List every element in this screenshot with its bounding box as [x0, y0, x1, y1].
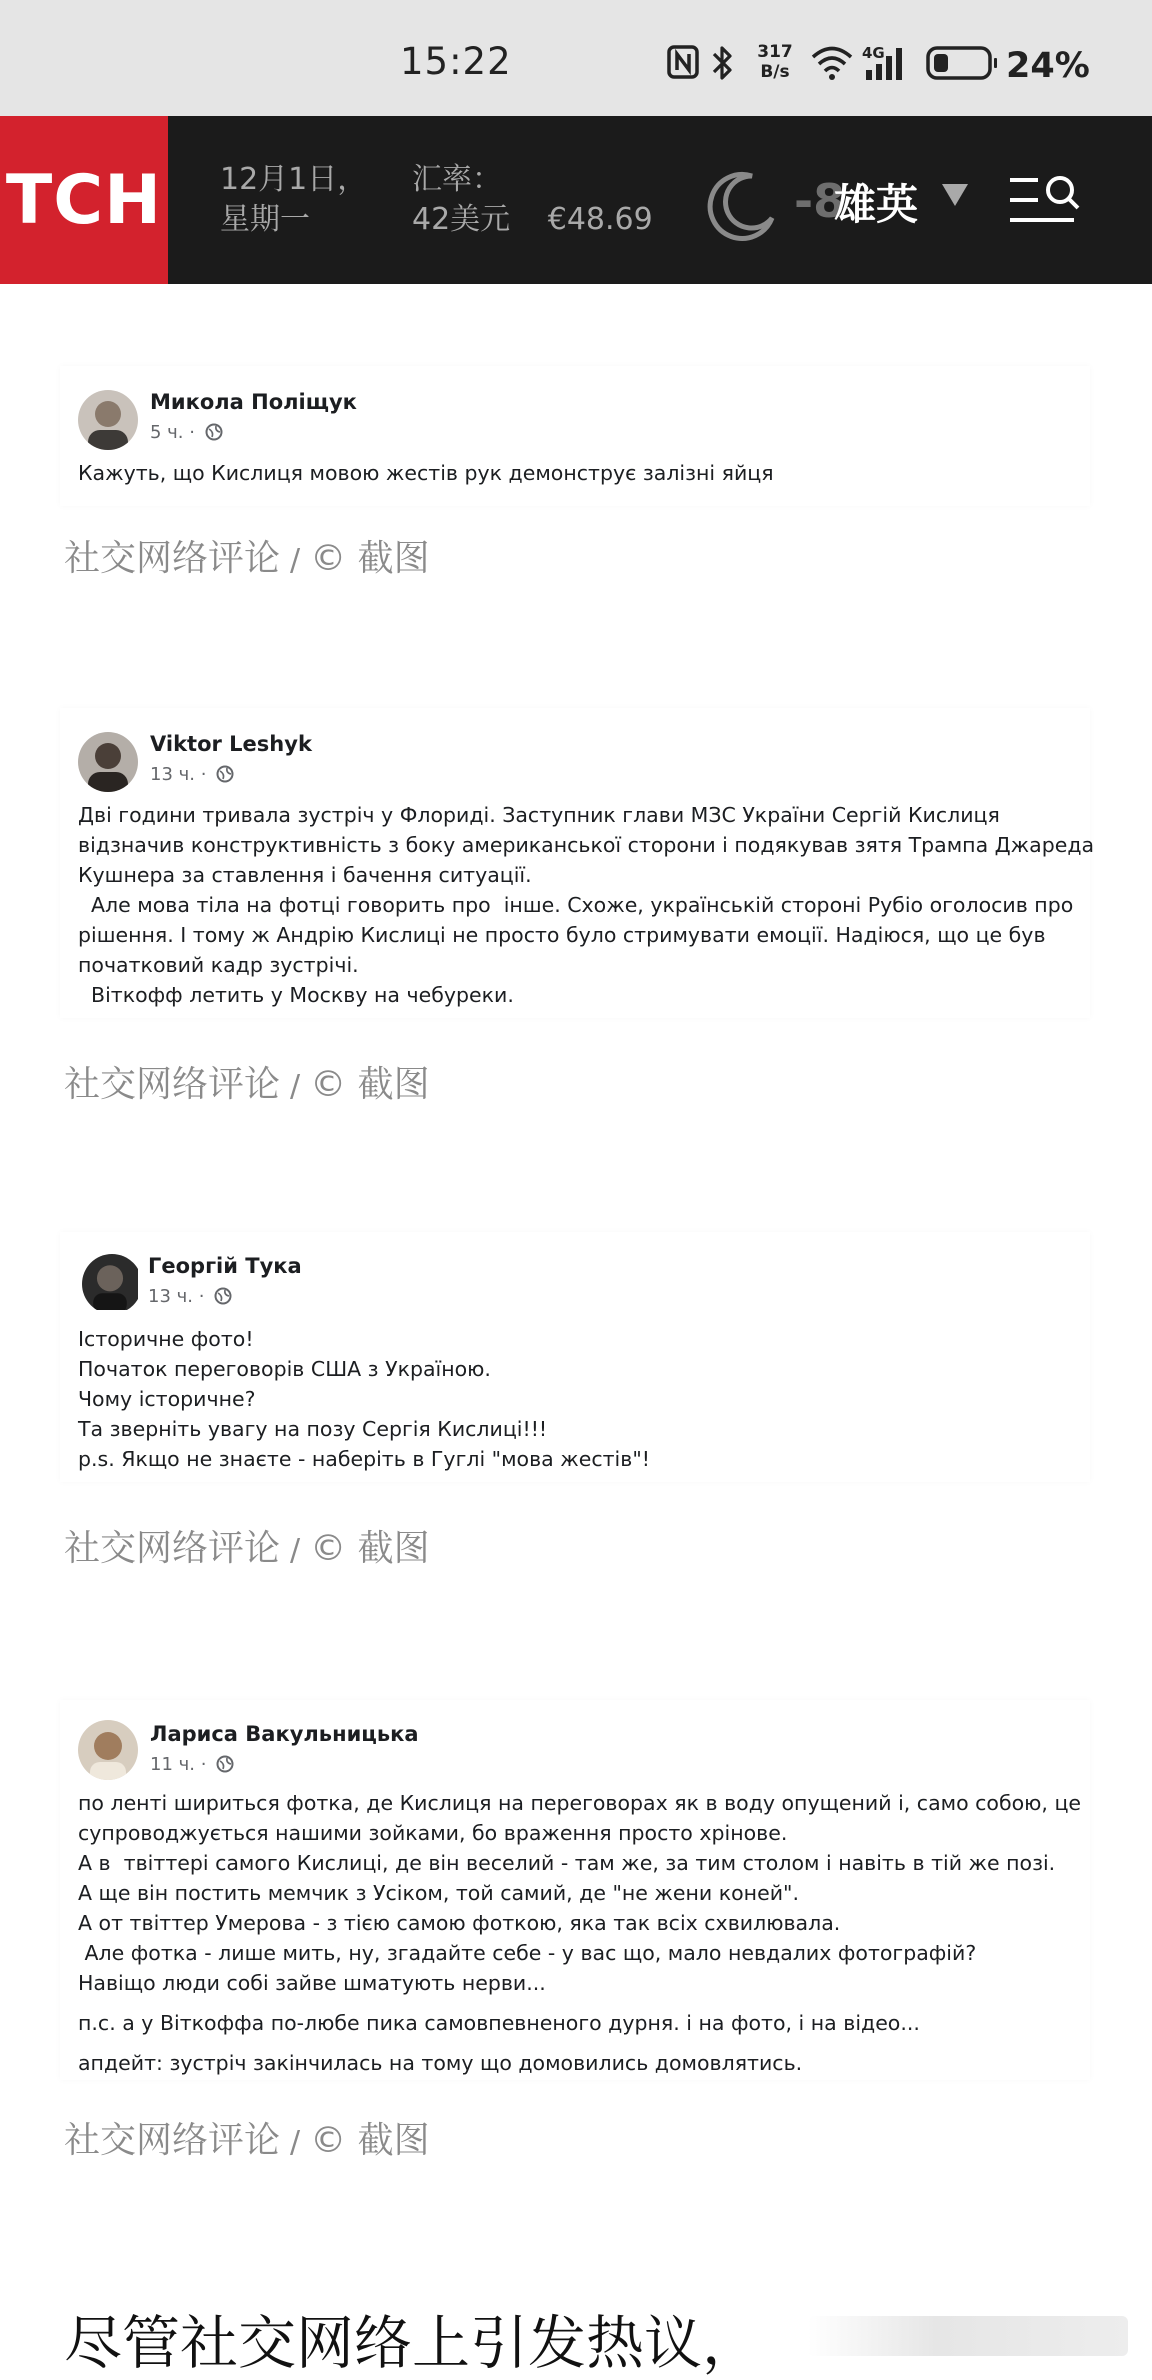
post-author[interactable]: Viktor Leshyk: [150, 732, 312, 756]
weather-temp: -8: [794, 174, 846, 228]
network-type: 4G: [862, 44, 885, 62]
globe-icon: [205, 423, 223, 441]
image-caption: 社交网络评论 / © 截图: [64, 1064, 430, 1105]
signal-icon: [862, 44, 908, 82]
status-bar: [0, 0, 1152, 116]
moon-weather-icon: [702, 166, 782, 246]
post-text: Дві години тривала зустріч у Флориді. Заступник глави МЗС України Сергій Кислиця відзначив конструктивність з боку американської сторони і подякував зятя Трампа Джареда Кушнера за ставлення і бачення ситуації. Але мова тіла на фотці говорить про інше. Схоже, українській стороні Рубіо оголосив про рішення. І тому ж Андрію Кислиці не просто було стримувати емоції. Надіюся, що це був початковий кадр зустрічі. Віткофф летить у Москву на чебуреки.: [78, 803, 1095, 1007]
battery-percent: 24%: [1006, 46, 1090, 86]
site-header: [0, 116, 1152, 284]
wifi-icon: [810, 44, 854, 80]
rate-usd: 42美元: [412, 202, 511, 237]
article-paragraph: 尽管社交网络上引发热议，: [64, 2309, 761, 2377]
rate-eur: €48.69: [547, 202, 653, 237]
post-time: 5 ч. ·: [150, 422, 223, 443]
avatar: [78, 1720, 138, 1780]
nfc-icon: [666, 44, 700, 80]
post-text: Кажуть, що Кислиця мовою жестів рук демонструє залізні яйця: [78, 461, 774, 485]
rate-label: 汇率：: [412, 162, 502, 197]
menu-search-icon[interactable]: [1008, 172, 1088, 232]
post-time: 13 ч. ·: [150, 764, 234, 785]
post-author[interactable]: Георгій Тука: [148, 1254, 302, 1278]
avatar: [78, 390, 138, 450]
post-author[interactable]: Лариса Вакульницька: [150, 1722, 419, 1746]
logo-text: ТСН: [5, 160, 163, 240]
post-time: 11 ч. ·: [150, 1754, 234, 1775]
header-date: 12月1日， 星期一: [220, 162, 368, 237]
post-text: по ленті шириться фотка, де Кислиця на переговорах як в воду опущений і, само собою, це супроводжується нашими зойками, бо враження просто хрінове. А в твіттері самого Кислиці, де він веселий - там же, за тим столом і навіть в тій же позі. А ще він постить мемчик з Усіком, той самий, де "не жени коней". А от твіттер Умерова - з тією самою фоткою, яка так всіх схвилювала. Але фотка - лише мить, ну, згадайте себе - у вас що, мало невдалих фотографій? Навіщо люди собі зайве шматують нерви... п.с. а у Віткоффа по-любе пика самовпевненого дурня. і на фото, і на відео... апдейт: зустріч закінчилась на тому що домовились домовлятись.: [78, 1791, 1082, 2075]
social-post: [60, 1232, 1090, 1482]
image-caption: 社交网络评论 / © 截图: [64, 1528, 430, 1569]
avatar: [78, 732, 138, 792]
avatar: [82, 1254, 142, 1314]
image-caption: 社交网络评论 / © 截图: [64, 538, 430, 579]
social-post: [60, 1700, 1090, 2080]
status-time: 15:22: [400, 40, 512, 83]
globe-icon: [216, 1755, 234, 1773]
bluetooth-icon: [710, 44, 736, 82]
tsn-logo[interactable]: [0, 116, 168, 284]
globe-icon: [214, 1287, 232, 1305]
globe-icon: [216, 765, 234, 783]
social-post: [60, 708, 1095, 1018]
post-text: Історичне фото! Початок переговорів США з Україною. Чому історичне? Та зверніть увагу на позу Сергія Кислиці!!! p.s. Якщо не знаєте - наберіть в Гуглі "мова жестів"!: [78, 1327, 650, 1471]
exchange-rate[interactable]: [412, 160, 653, 240]
city-selector[interactable]: 雄英: [834, 180, 919, 229]
battery-icon: [926, 44, 998, 82]
image-caption: 社交网络评论 / © 截图: [64, 2120, 430, 2161]
post-author[interactable]: Микола Поліщук: [150, 390, 357, 414]
chevron-down-icon[interactable]: [942, 184, 968, 206]
post-time: 13 ч. ·: [148, 1286, 232, 1307]
floating-toolbar[interactable]: [808, 2316, 1128, 2356]
social-post: [60, 366, 1090, 506]
net-speed: 317 B/s: [757, 42, 793, 82]
